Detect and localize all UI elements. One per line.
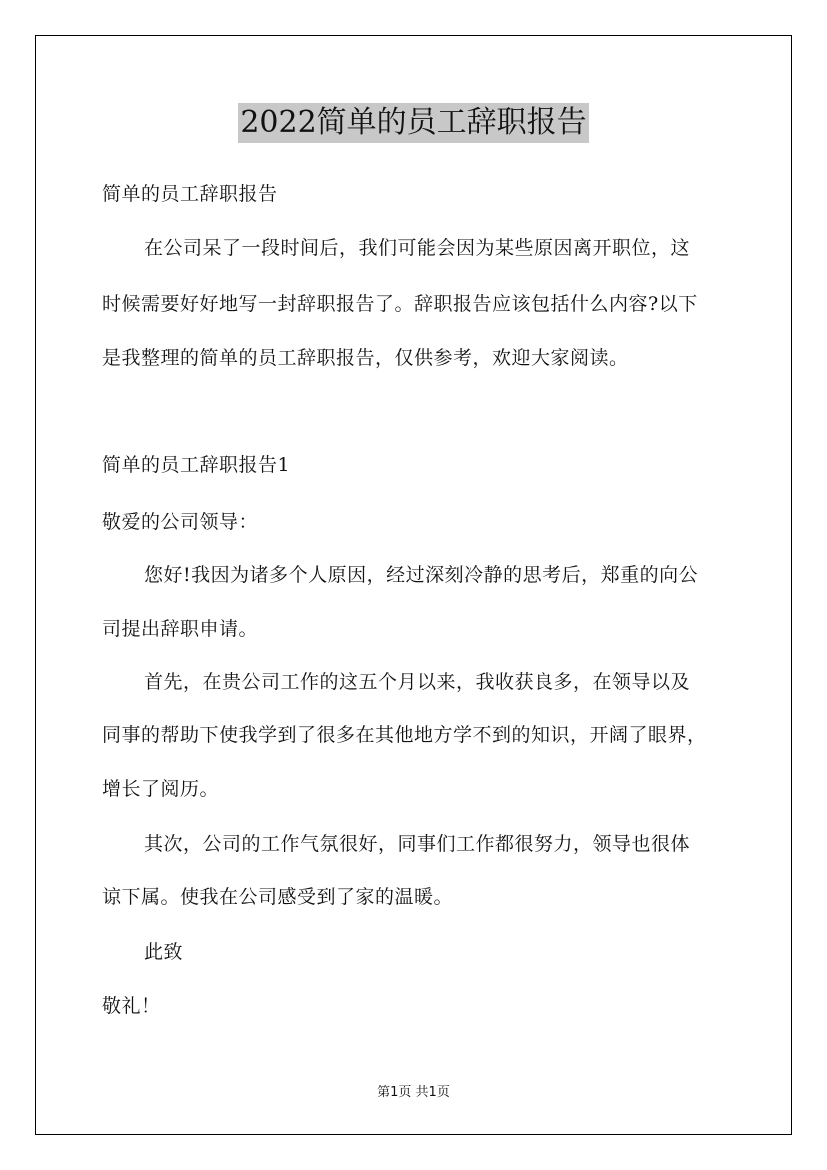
paragraph1-line-1: 您好!我因为诸多个人原因，经过深刻冷静的思考后，郑重的向公: [144, 564, 699, 586]
paragraph3-line-1: 其次，公司的工作气氛很好，同事们工作都很努力，领导也很体: [144, 833, 691, 855]
paragraph2-line-3: 增长了阅历。: [102, 778, 220, 800]
paragraph2-line-1: 首先，在贵公司工作的这五个月以来，我收获良多，在领导以及: [144, 671, 691, 693]
intro-line-3: 是我整理的简单的员工辞职报告，仅供参考，欢迎大家阅读。: [102, 347, 629, 369]
section-heading: 简单的员工辞职报告1: [102, 454, 291, 476]
closing: 此致: [144, 941, 184, 963]
document-title: 2022简单的员工辞职报告: [238, 103, 588, 143]
intro-line-2: 时候需要好好地写一封辞职报告了。辞职报告应该包括什么内容?以下: [102, 293, 698, 315]
page-footer: 第1页 共1页: [377, 1085, 450, 1100]
title-container: [0, 103, 827, 143]
salutation: 敬爱的公司领导：: [102, 511, 259, 533]
intro-line-1: 在公司呆了一段时间后，我们可能会因为某些原因离开职位，这: [144, 237, 691, 259]
paragraph1-line-2: 司提出辞职申请。: [102, 618, 259, 640]
regards: 敬礼！: [102, 995, 161, 1017]
paragraph2-line-2: 同事的帮助下使我学到了很多在其他地方学不到的知识，开阔了眼界，: [102, 724, 707, 746]
paragraph3-line-2: 谅下属。使我在公司感受到了家的温暖。: [102, 886, 454, 908]
document-subtitle: 简单的员工辞职报告: [102, 183, 278, 205]
